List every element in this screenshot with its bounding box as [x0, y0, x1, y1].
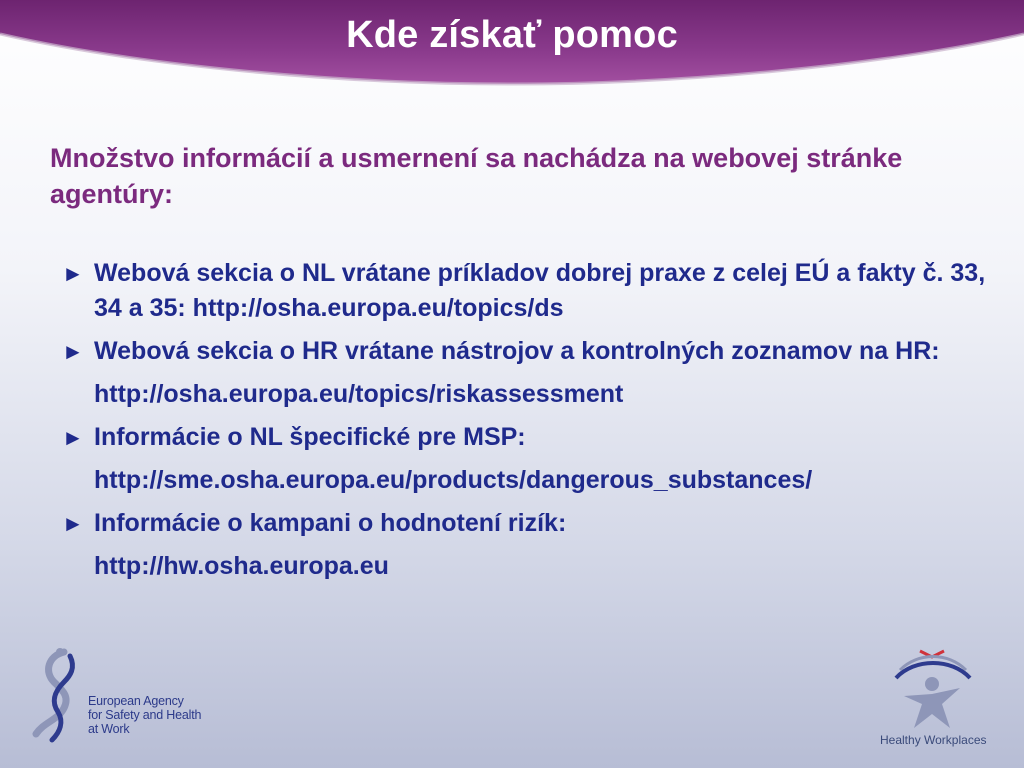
list-item	[60, 334, 1010, 369]
arrow-icon: ►	[62, 511, 84, 536]
resource-list	[60, 256, 1010, 592]
list-item	[60, 420, 1010, 455]
campaign-logo-text: Healthy Workplaces	[880, 733, 987, 747]
url-link[interactable]: http://hw.osha.europa.eu	[94, 552, 389, 580]
arrow-icon: ►	[62, 425, 84, 450]
agency-line-2: for Safety and Health	[88, 708, 202, 722]
item-text: Informácie o NL špecifické pre MSP:	[94, 423, 526, 451]
intro-text: Množstvo informácií a usmernení sa nachádza na webovej stránke agentúry:	[50, 143, 903, 209]
list-item	[60, 506, 1010, 541]
agency-logo-text	[88, 694, 201, 736]
item-text: Informácie o kampani o hodnotení rizík:	[94, 509, 567, 537]
healthy-workplaces-icon	[870, 648, 1000, 733]
agency-line-3: at Work	[88, 722, 130, 736]
url-link[interactable]: http://osha.europa.eu/topics/riskassessment	[94, 380, 624, 408]
arrow-icon: ►	[62, 261, 84, 286]
arrow-icon: ►	[62, 339, 84, 364]
page-title: Kde získať pomoc	[346, 14, 678, 56]
title-banner	[0, 0, 1024, 95]
agency-line-1: European Agency	[88, 694, 184, 708]
url-link[interactable]: http://sme.osha.europa.eu/products/dangerous_substances/	[94, 466, 813, 494]
item-text: Webová sekcia o HR vrátane nástrojov a kontrolných zoznamov na HR:	[94, 337, 940, 365]
agency-logo-icon	[30, 646, 90, 746]
item-text: Webová sekcia o NL vrátane príkladov dobrej praxe z celej EÚ a fakty č. 33, 34 a 35: http://osha.europa.eu/topics/ds	[94, 259, 986, 322]
campaign-logo	[870, 648, 1000, 758]
list-item	[60, 256, 1010, 326]
agency-logo	[30, 646, 210, 746]
